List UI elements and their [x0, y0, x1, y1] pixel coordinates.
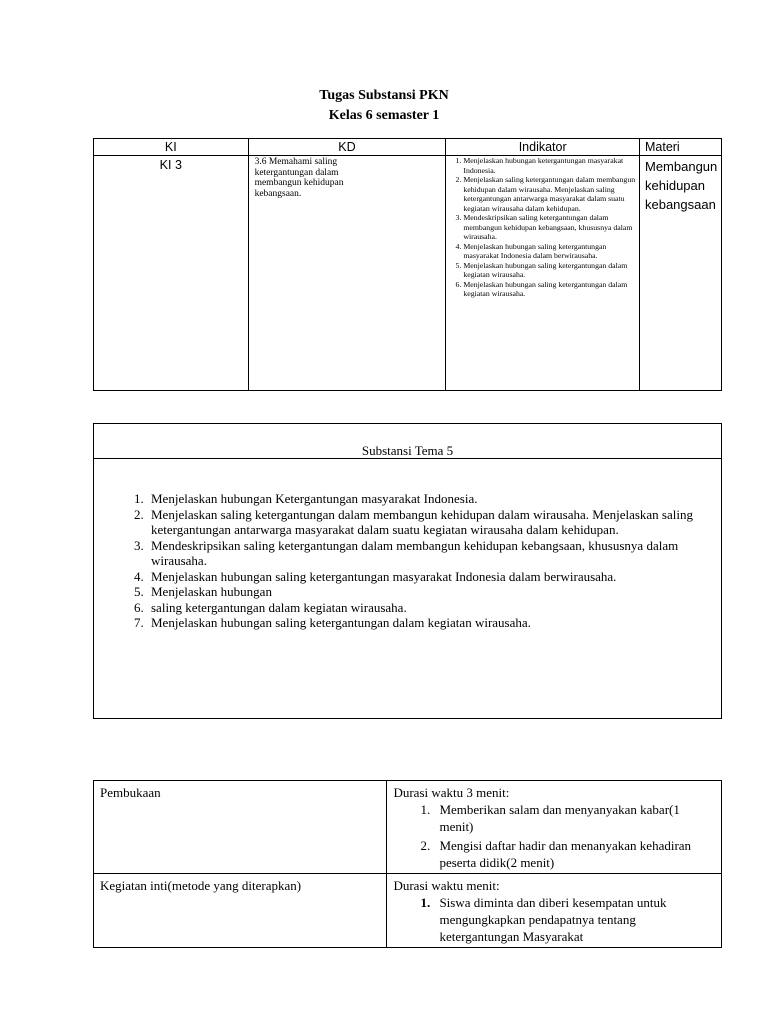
- kd-cell: [248, 156, 446, 391]
- list-item: 6. Menjelaskan hubungan saling ketergantungan dalam kegiatan wirausaha.: [463, 280, 637, 299]
- list-item: 2. Menjelaskan saling ketergantungan dalam membangun kehidupan dalam wirausaha. Menjelaskan saling ketergantungan antarwarga masyarakat dalam suatu kegiatan wirausaha dalam kehidupan.: [147, 507, 721, 538]
- list-item: 3. Mendeskripsikan saling ketergantungan dalam membangun kehidupan kebangsaan, khususnya dalam wirausaha.: [147, 538, 721, 569]
- step-list: [393, 801, 715, 871]
- table-row: [94, 874, 722, 948]
- duration-text: Durasi waktu menit:: [393, 878, 500, 893]
- document-subtitle: Kelas 6 semaster 1: [328, 108, 440, 123]
- competency-row: [94, 156, 722, 391]
- list-item: 7. Menjelaskan hubungan saling ketergantungan dalam kegiatan wirausaha.: [147, 615, 721, 631]
- list-item: 4. Menjelaskan hubungan saling ketergantungan masyarakat Indonesia dalam berwirausaha.: [463, 242, 637, 261]
- competency-table-header: [94, 139, 722, 156]
- indikator-list: [449, 156, 637, 299]
- step-list: [393, 894, 715, 945]
- document-title: Tugas Substansi PKN: [319, 88, 449, 103]
- substansi-list: [94, 459, 721, 631]
- list-item: 1. Menjelaskan hubungan ketergantungan masyarakat Indonesia.: [463, 156, 637, 175]
- list-item: 1. Menjelaskan hubungan Ketergantungan masyarakat Indonesia.: [147, 491, 721, 507]
- ki-cell: KI 3: [94, 156, 249, 391]
- col-header-materi: Materi: [639, 139, 721, 156]
- kd-text: 3.6 Memahami saling ketergantungan dalam membangun kehidupan kebangsaan.: [254, 157, 344, 199]
- duration-text: Durasi waktu 3 menit:: [393, 785, 510, 800]
- activity-detail: [387, 874, 722, 948]
- list-item: 3. Mendeskripsikan saling ketergantungan dalam membangun kehidupan kebangsaan, khususnya dalam wirausaha.: [463, 213, 637, 242]
- list-item: 5. Menjelaskan hubungan saling ketergantungan dalam kegiatan wirausaha.: [463, 261, 637, 280]
- activity-label: Kegiatan inti(metode yang diterapkan): [94, 874, 387, 948]
- activity-detail: [387, 781, 722, 874]
- substansi-title: Substansi Tema 5: [94, 424, 721, 459]
- activity-label: Pembukaan: [94, 781, 387, 874]
- list-item: 4. Menjelaskan hubungan saling ketergantungan masyarakat Indonesia dalam berwirausaha.: [147, 569, 721, 585]
- col-header-kd: KD: [248, 139, 446, 156]
- materi-cell: Membangun kehidupan kebangsaan: [639, 156, 721, 391]
- activity-table: [93, 780, 722, 948]
- list-item: 1. Memberikan salam dan menyanyakan kabar(1 menit): [433, 801, 715, 835]
- list-item: 5. Menjelaskan hubungan: [147, 584, 721, 600]
- col-header-indikator: Indikator: [446, 139, 640, 156]
- substansi-box: [93, 423, 722, 719]
- list-item: 2. Mengisi daftar hadir dan menanyakan kehadiran peserta didik(2 menit): [433, 837, 715, 871]
- indikator-cell: [446, 156, 640, 391]
- list-item: 1. Siswa diminta dan diberi kesempatan untuk mengungkapkan pendapatnya tentang ketergantungan Masyarakat: [433, 894, 715, 945]
- list-item: 6. saling ketergantungan dalam kegiatan wirausaha.: [147, 600, 721, 616]
- table-row: [94, 781, 722, 874]
- competency-table: [93, 138, 722, 391]
- col-header-ki: KI: [94, 139, 249, 156]
- list-item: 2. Menjelaskan saling ketergantungan dalam membangun kehidupan dalam wirausaha. Menjelaskan saling ketergantungan antarwarga masyarakat dalam suatu kegiatan wirausaha dalam kehidupan.: [463, 175, 637, 213]
